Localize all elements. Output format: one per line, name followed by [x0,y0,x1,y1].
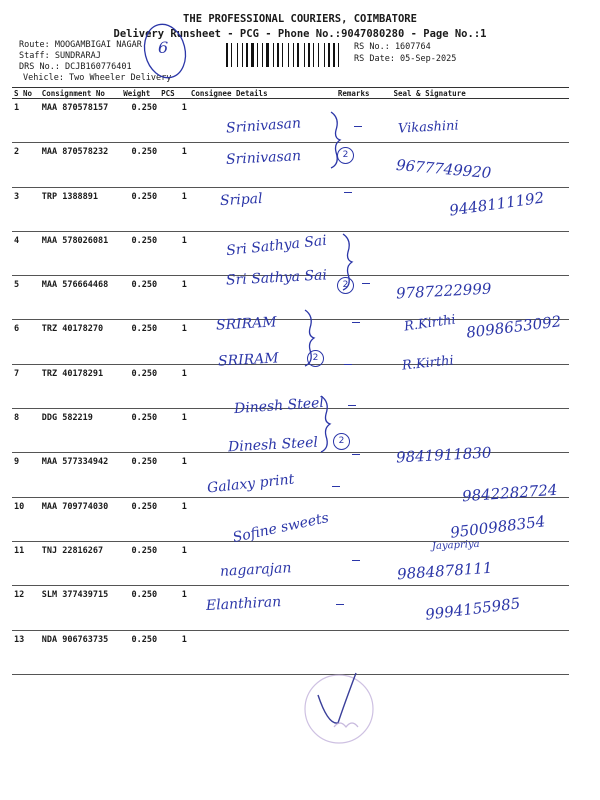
circled-2-marker: 2 [333,433,350,450]
barcode-bar [315,43,317,67]
row-remarks-cell [336,99,392,143]
table-row [12,630,569,674]
handwritten-phone: 9994155985 [424,594,522,624]
barcode-bar [264,43,265,67]
barcode-bar [320,43,323,67]
row-consignment: TRP 1388891 [40,187,121,231]
row-consignment: MAA 577334942 [40,453,121,497]
handwritten-signature: R.Kirthi [401,353,455,374]
remarks-dash [352,454,360,455]
row-pcs: 1 [159,320,189,364]
barcode-bar [340,43,343,67]
row-consignment: MAA 576664468 [40,276,121,320]
barcode-bar [262,43,263,67]
row-consignment: MAA 709774030 [40,497,121,541]
row-pcs: 1 [159,143,189,187]
row-pcs: 1 [159,231,189,275]
rs-number: RS No.: 1607764 [354,42,431,52]
barcode-bar [313,43,314,67]
handwritten-phone: 9677749920 [395,155,493,183]
row-consignee-cell [189,187,336,231]
barcode-bar [249,43,250,67]
row-sno: 9 [12,453,40,497]
handwritten-phone: 9842282724 [461,480,558,506]
barcode-bar [259,43,261,67]
barcode-bar [229,43,230,67]
row-weight: 0.250 [121,231,159,275]
barcode [226,43,350,67]
circled-2-marker: 2 [337,277,354,294]
row-consignment: TRZ 40178291 [40,364,121,408]
row-pcs: 1 [159,409,189,453]
barcode-bar [293,43,294,67]
barcode-bar [288,43,289,67]
remarks-dash [332,486,340,487]
row-pcs: 1 [159,364,189,408]
handwritten-phone: 9884878111 [396,558,493,584]
barcode-bar [311,43,312,67]
barcode-bar [304,43,305,67]
barcode-bar [328,43,330,67]
row-weight: 0.250 [121,586,159,630]
row-pcs: 1 [159,586,189,630]
col-consignment: Consignment No [40,88,121,99]
company-title: THE PROFESSIONAL COURIERS, COIMBATORE [183,13,417,25]
row-consignment: MAA 870578157 [40,99,121,143]
row-weight: 0.250 [121,409,159,453]
barcode-bar [333,43,335,67]
row-sno: 2 [12,143,40,187]
barcode-bar [277,43,279,67]
barcode-bar [273,43,274,67]
barcode-bar [233,43,236,67]
barcode-bar [244,43,245,67]
row-sno: 13 [12,630,40,674]
barcode-bar [270,43,272,67]
barcode-bar [246,43,248,67]
handwritten-phone: 9841911830 [395,443,492,467]
row-consignment: MAA 578026081 [40,231,121,275]
handwritten-consignee: Sofine sweets [231,510,331,546]
remarks-dash [352,560,360,561]
runsheet-subtitle: Delivery Runsheet - PCG - Phone No.:9047080280 - Page No.:1 [113,28,487,40]
row-weight: 0.250 [121,453,159,497]
barcode-bar [297,43,299,67]
handwritten-consignee: Sri Sathya Sai [225,267,328,289]
circled-2-marker: 2 [337,147,354,164]
barcode-bar [282,43,283,67]
barcode-bar [284,43,287,67]
row-remarks-cell [336,586,392,630]
handwritten-phone: 9500988354 [449,512,547,542]
route-label: Route: MOOGAMBIGAI NAGAR [19,40,142,50]
row-weight: 0.250 [121,143,159,187]
handwritten-consignee: Sripal [219,190,263,210]
row-sno: 7 [12,364,40,408]
row-weight: 0.250 [121,541,159,585]
remarks-dash [362,283,370,284]
handwritten-consignee: Srinivasan [225,115,302,137]
barcode-bar [239,43,241,67]
remarks-dash [336,604,344,605]
handwritten-phone: 8098653092 [465,312,563,342]
row-consignment: TRZ 40178270 [40,320,121,364]
col-signature: Seal & Signature [391,88,569,99]
barcode-bar [237,43,238,67]
row-pcs: 1 [159,99,189,143]
row-weight: 0.250 [121,99,159,143]
row-consignment: NDA 906763735 [40,630,121,674]
barcode-bar [275,43,276,67]
handwritten-consignee: Dinesh Steel [227,434,319,456]
handwritten-phone: 9787222999 [395,279,492,303]
circled-2-marker: 2 [307,350,324,367]
handwritten-signature: Jayapriya [431,538,480,553]
row-weight: 0.250 [121,187,159,231]
handwritten-consignee: Dinesh Steel [233,394,325,418]
barcode-bar [318,43,319,67]
handwritten-signature: R.Kirthi [403,312,457,335]
row-consignment: SLM 377439715 [40,586,121,630]
barcode-bar [231,43,232,67]
col-sno: S No [12,88,40,99]
table-header-row [12,88,569,99]
barcode-bar [255,43,256,67]
handwritten-consignee: Srinivasan [225,148,302,168]
row-sno: 5 [12,276,40,320]
seal-stamp [298,665,380,747]
row-remarks-cell [336,364,392,408]
row-sno: 11 [12,541,40,585]
circled-count-value: 6 [158,38,169,57]
bracket-mark [318,394,334,454]
barcode-bar [280,43,281,67]
barcode-bar [331,43,332,67]
barcode-bar [326,43,327,67]
row-weight: 0.250 [121,320,159,364]
row-sno: 1 [12,99,40,143]
row-pcs: 1 [159,497,189,541]
remarks-dash [344,364,352,365]
row-sno: 4 [12,231,40,275]
barcode-bar [336,43,337,67]
row-consignment: MAA 870578232 [40,143,121,187]
barcode-bar [251,43,254,67]
barcode-bar [324,43,325,67]
row-sno: 8 [12,409,40,453]
row-sno: 6 [12,320,40,364]
barcode-bar [242,43,243,67]
rs-date: RS Date: 05-Sep-2025 [354,54,457,64]
barcode-bar [308,43,310,67]
barcode-bar [257,43,258,67]
row-remarks-cell [336,541,392,585]
row-weight: 0.250 [121,276,159,320]
barcode-bar [266,43,269,67]
col-consignee: Consignee Details [189,88,336,99]
barcode-bar [306,43,307,67]
handwritten-signature: Vikashini [397,118,460,137]
barcode-bar [295,43,296,67]
row-consignment: DDG 582219 [40,409,121,453]
row-sno: 3 [12,187,40,231]
remarks-dash [352,322,360,323]
row-remarks-cell [336,453,392,497]
barcode-bar [300,43,303,67]
handwritten-consignee: Elanthiran [205,594,282,614]
handwritten-consignee: Sri Sathya Sai [225,232,328,260]
col-remarks: Remarks [336,88,392,99]
row-sno: 12 [12,586,40,630]
handwritten-consignee: nagarajan [219,560,292,580]
row-pcs: 1 [159,276,189,320]
row-weight: 0.250 [121,630,159,674]
row-weight: 0.250 [121,497,159,541]
vehicle-label: Vehicle: Two Wheeler Delivery [23,73,172,83]
row-signature-cell [391,231,569,275]
remarks-dash [348,405,356,406]
row-remarks-cell [336,320,392,364]
col-weight: Weight [121,88,159,99]
row-pcs: 1 [159,453,189,497]
row-consignment: TNJ 22816267 [40,541,121,585]
row-pcs: 1 [159,187,189,231]
staff-label: Staff: SUNDRARAJ [19,51,101,61]
remarks-dash [344,192,352,193]
handwritten-phone: 9448111192 [448,188,546,220]
row-sno: 10 [12,497,40,541]
handwritten-consignee: Galaxy print [206,471,295,497]
barcode-bar [226,43,228,67]
remarks-dash [354,126,362,127]
handwritten-consignee: SRIRAM [217,350,280,370]
row-pcs: 1 [159,541,189,585]
row-signature-cell [391,630,569,674]
col-pcs: PCS [159,88,189,99]
row-pcs: 1 [159,630,189,674]
handwritten-consignee: SRIRAM [215,314,278,334]
row-remarks-cell [336,187,392,231]
drs-label: DRS No.: DCJB160776401 [19,62,132,72]
barcode-bar [338,43,339,67]
row-weight: 0.250 [121,364,159,408]
barcode-bar [290,43,292,67]
row-remarks-cell [336,497,392,541]
